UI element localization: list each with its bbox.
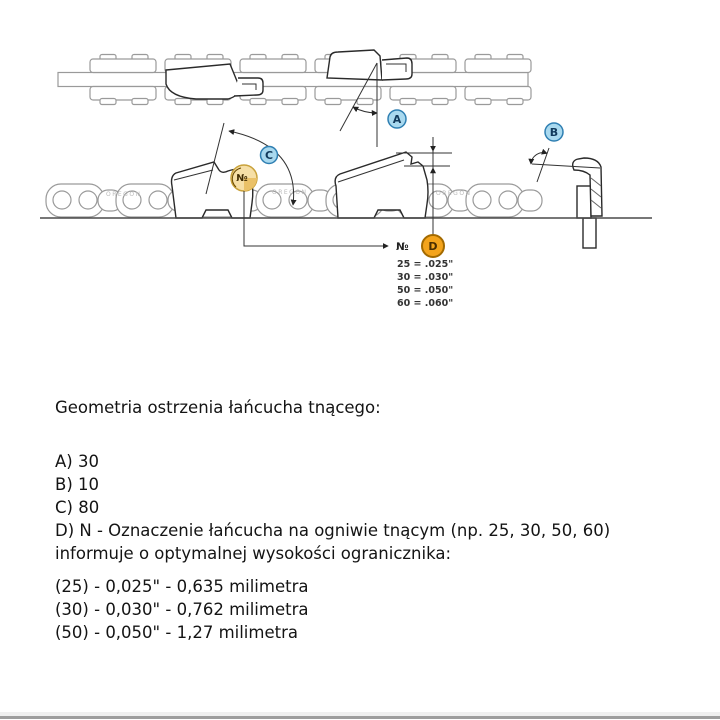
badge-c-letter: C	[264, 149, 274, 162]
chain-top-view	[58, 50, 531, 105]
section-title: Geometria ostrzenia łańcucha tnącego:	[55, 398, 381, 417]
chain-diagram	[0, 0, 720, 340]
badge-b-letter: B	[549, 126, 559, 139]
chain-number-marker	[231, 165, 257, 191]
angle-a-arc	[353, 107, 377, 113]
gauge-row: 30 = .030"	[397, 272, 454, 283]
badge-d-letter: D	[428, 240, 438, 253]
chain-link-side	[466, 184, 542, 217]
number-label: №	[396, 241, 409, 253]
cutter-side-right	[335, 152, 428, 218]
badge-a	[388, 110, 406, 128]
brand-oregon: OREGON	[436, 190, 472, 197]
chain-side-view	[46, 152, 542, 218]
gauge-code-table	[397, 259, 453, 309]
profile-stem	[583, 218, 596, 248]
badge-b	[545, 123, 563, 141]
chain-rail	[58, 73, 528, 87]
brand-oregon: OREGON	[106, 191, 142, 198]
geometry-item-c: C) 80	[55, 498, 100, 517]
profile-plate	[577, 186, 591, 218]
geometry-item-d-continued: informuje o optymalnej wysokości ogranicznika:	[55, 544, 452, 563]
marker-letter: №	[236, 173, 248, 184]
gauge-value-30: (30) - 0,030" - 0,762 milimetra	[55, 600, 309, 619]
geometry-item-a: A) 30	[55, 452, 99, 471]
cutter-profile-view	[573, 158, 602, 248]
description-text	[55, 396, 685, 644]
gauge-value-50: (50) - 0,050" - 1,27 milimetra	[55, 623, 298, 642]
badge-d	[422, 235, 444, 257]
cutter-top-right	[327, 50, 412, 80]
brand-oregon: OREGON	[272, 189, 308, 196]
chain-link-side	[46, 184, 122, 217]
badge-a-letter: A	[392, 113, 402, 126]
gauge-row: 50 = .050"	[397, 285, 454, 296]
gauge-value-25: (25) - 0,025" - 0,635 milimetra	[55, 577, 309, 596]
gauge-row: 25 = .025"	[397, 259, 454, 270]
geometry-item-b: B) 10	[55, 475, 99, 494]
gauge-row: 60 = .060"	[397, 298, 454, 309]
window-bottom-edge	[0, 716, 720, 719]
badge-c	[261, 147, 278, 164]
angle-b-arc	[531, 153, 547, 164]
geometry-item-d: D) N - Oznaczenie łańcucha na ogniwie tnącym (np. 25, 30, 50, 60)	[55, 521, 611, 540]
